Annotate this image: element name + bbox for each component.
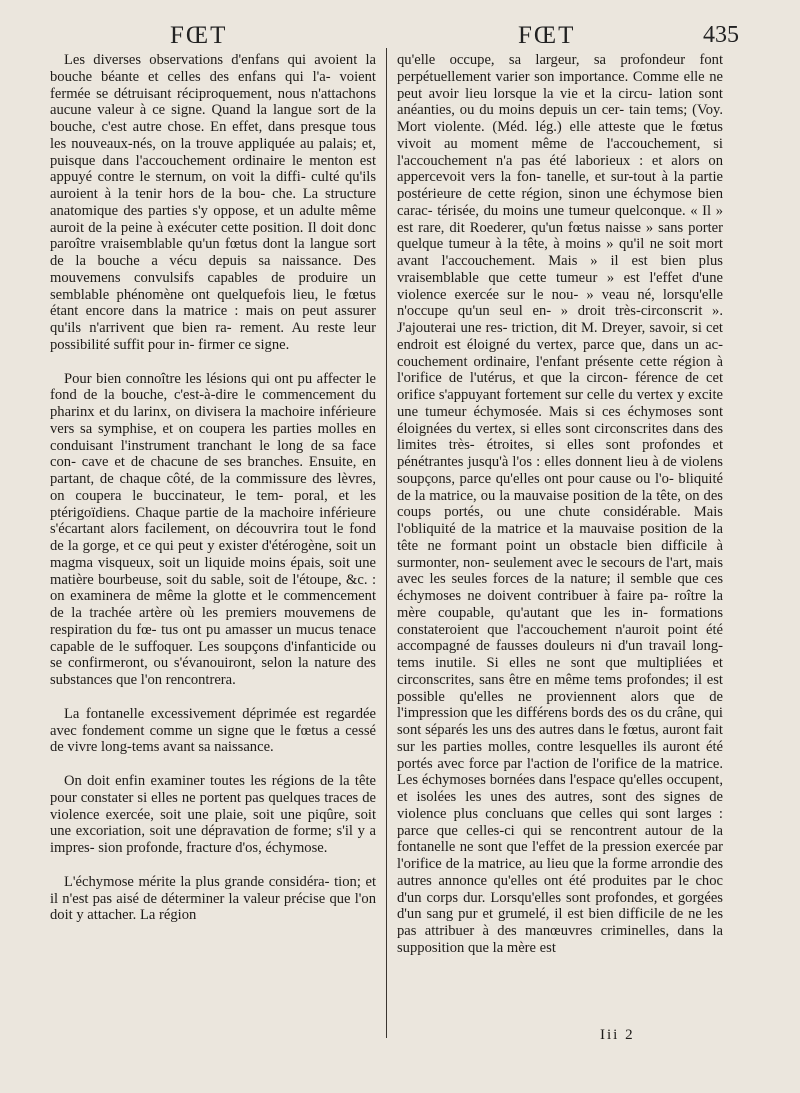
running-head-left: FŒT [170, 22, 228, 49]
paragraph-echymose: L'échymose mérite la plus grande considéra- tion; et il n'est pas aisé de déterminer la valeur précise que l'on doit y attacher. La région [50, 873, 376, 924]
running-head-right: FŒT [518, 22, 576, 49]
paragraph-fontanelle: La fontanelle excessivement déprimée est regardée avec fondement comme un signe que le fœtus a cessé de vivre long-tems avant sa naissance. [50, 705, 376, 756]
paragraph-mouth-dissection: Pour bien connoître les lésions qui ont pu affecter le fond de la bouche, c'est-à-dire le commencement du pharinx et du larinx, on divisera la machoire inférieure vers sa symphise, et on coupera les parties molles en conduisant l'instrument tranchant le long de sa face con- cave et de chacune de ses branches. Ensuite, en partant, de chaque côté, de la commissure des lèvres, on coupera le buccinateur, le tem- poral, et les ptérigoïdiens. Chaque partie de la machoire inférieure s'écartant alors facilement, on découvrira tout le fond de la gorge, et ce qui peut y exister d'étérogène, soit un magma visqueux, soit un liquide moins épais, soit une matière bourbeuse, soit du sable, soit de l'étoupe, &c. : on examinera de même la glotte et le commencement de la trachée artère où les premiers mouvemens de respiration du fœ- tus ont pu amasser un mucus tenace capable de le suffoquer. Les soupçons d'infanticide ou se confirmeront, ou s'évanouiront, selon la nature des substances que l'on rencontrera. [50, 370, 376, 688]
paragraph-echymose-continued: qu'elle occupe, sa largeur, sa profondeur font perpétuellement varier son importance. Comme elle ne peut avoir lieu lorsque la vie et la circu- lation sont anéanties, ou du moins depuis un cer- tain tems; (Voy. Mort violente. (Méd. lég.) elle atteste que le fœtus vivoit au moment même de l'accouchement, si l'accouchement n'a pas été laborieux : et alors on appercevoit vers la fon- tanelle, et sur-tout à la partie postérieure de cette région, sinon une échymose bien carac- térisée, du moins une tumeur quelconque. « Il » est rare, dit Roederer, qu'un fœtus naisse » sans porter quelque tumeur à la tête, à moins » qu'il ne soit mort avant l'accouchement. Mais » il est bien plus vraisemblable que cette tumeur » est l'effet d'une violence exercée sur le nou- » veau né, lorsqu'elle n'occupe qu'un seul en- » droit très-circonscrit ». J'ajouterai une res- triction, dit M. Dreyer, savoir, si cet endroit est éloigné du vertex, parce que, dans un ac- couchement ordinaire, l'enfant présente cette région à l'orifice de l'utérus, et que la circon- férence de cet orifice s'appuyant fortement sur celle du vertex y excite une tumeur échymosée. Mais si ces échymoses sont éloignées du vertex, si elles sont circonscrites dans des limites très- étroites, si elles sont profondes et pénétrantes jusqu'à l'os : elles donnent lieu à de violens soupçons, parce qu'elles ont pour cause ou l'o- bliquité de la matrice, ou la mauvaise position de la tête, on des coups portés, ou une chute considérable. Mais l'obliquité de la matrice et la mauvaise position de la tête ne formant point un obstacle bien difficile à surmonter, non- seulement avec le secours de l'art, mais avec les seules forces de la nature; il semble que ces échymoses ne doivent contribuer à faire pa- roître la mère coupable, qu'autant que les in- formations constateroient que l'accouchement n'auroit point été accompagné de fausses douleurs ni d'un travail long-tems inutile. Si elles ne sont que multipliées et circonscrites, sans être en même tems profondes; il est possible qu'elles ne proviennent alors que de l'impression que les différens bords des os du crâne, qui sont séparés les uns des autres dans le fœtus, auront fait sur les parties molles, contre lesquelles ils auront été portés avec force par l'action de l'orifice de la matrice. Les échymoses bornées dans l'espace qu'elles occupent, et isolées les unes des autres, sont des signes de violence plus concluans que celles qui sont larges : parce que celles-ci qui se rencontrent autour de la fontanelle ne sont que l'effet de la pression exercée par l'orifice de la matrice, au lieu que la forme arrondie des autres annonce qu'elles ont été produites par le choc d'un corps dur. Lorsqu'elles sont profondes, et gorgées d'un sang pur et grumelé, il est bien difficile de ne les pas attribuer à des manœuvres criminelles, dans la supposition que la mère est [397, 52, 723, 956]
page-number: 435 [703, 22, 739, 48]
left-column [50, 52, 376, 924]
column-divider [386, 48, 387, 1038]
signature-mark: Iii 2 [600, 1027, 635, 1043]
paragraph-tongue: Les diverses observations d'enfans qui avoient la bouche béante et celles des enfans qui l'a- voient fermée se détruisant réciproquement, nous n'attachons aucune valeur à ce signe. Quand la langue sort de la bouche, c'est autre chose. En effet, dans presque tous les nouveaux-nés, on la trouve appliquée au palais; et, puisque dans l'accouchement ordinaire le menton est appuyé contre le sternum, on voit la diffi- culté qu'ils auroient à la tenir hors de la bou- che. La structure anatomique des parties s'y oppose, et un adulte même auroit de la peine à exécuter cette position. Il doit donc paroître vraisemblable qu'un fœtus dont la langue sort de la bouche a vécu depuis sa naissance. Des mouvemens convulsifs capables de produire un semblable phénomène ont quelquefois lieu, le fœtus étant encore dans la matrice : mais on peut assurer qu'ils n'arrivent que bien ra- rement. Au reste leur possibilité suffit pour in- firmer ce signe. [50, 52, 376, 353]
right-column [397, 52, 723, 957]
paragraph-head-regions: On doit enfin examiner toutes les régions de la tête pour constater si elles ne portent pas quelques traces de violence exercée, soit une plaie, soit une piqûre, soit une excoriation, soit une dépravation de forme; s'il y a impres- sion profonde, fracture d'os, échymose. [50, 773, 376, 856]
